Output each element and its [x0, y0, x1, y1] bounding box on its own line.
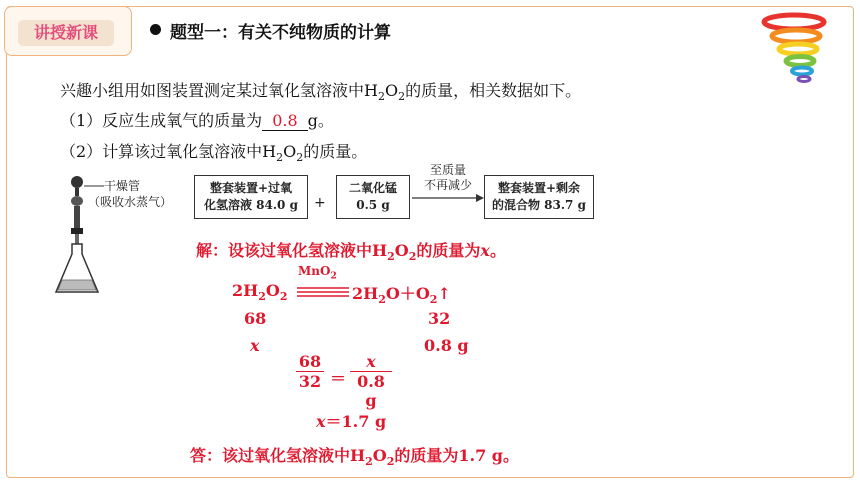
title-bullet-icon [150, 24, 161, 35]
box2-line2: 0.5 g [356, 198, 390, 212]
unknown-left: x [250, 336, 260, 355]
reaction-equals-sign [297, 286, 349, 298]
plus-sign: + [314, 195, 326, 211]
box3-line2: 的混合物 83.7 g [492, 198, 586, 212]
arrow-condition-2: 不再减少 [423, 178, 472, 192]
catalyst-label: MnO$_2$ [298, 264, 337, 282]
problem-intro: 兴趣小组用如图装置测定某过氧化氢溶液中$H_2O_2$的质量，相关数据如下。 [60, 81, 582, 104]
molar-mass-right: 32 [428, 309, 451, 328]
fraction-1 [296, 352, 324, 391]
section-title: 题型一：有关不纯物质的计算 [170, 23, 391, 43]
fraction-2-denominator: 0.8 g [357, 372, 385, 410]
answer-blank: 0.8 [262, 111, 307, 131]
drying-tube-label: 干燥管 [104, 179, 141, 193]
box1-line1: 整套装置+过氧 [209, 181, 293, 195]
final-mass-box [484, 175, 594, 219]
fraction-equals: ＝ [330, 369, 347, 388]
arrow-condition [412, 163, 484, 193]
equation-left: $2H_2O_2$ [232, 281, 288, 304]
section-badge [4, 6, 132, 56]
initial-mass-box [194, 175, 308, 219]
arrow-condition-1: 至质量 [429, 163, 466, 177]
box3-line1: 整套装置+剩余 [497, 181, 581, 195]
question-2: （2）计算该过氧化氢溶液中$H_2O_2$的质量。 [60, 142, 368, 165]
fraction-2-numerator: x [350, 352, 392, 372]
fraction-2 [350, 352, 392, 410]
fraction-1-numerator: 68 [296, 352, 324, 372]
question-1: （1）反应生成氧气的质量为 0.8 g。 [60, 111, 334, 130]
section-badge-label: 讲授新课 [18, 20, 114, 46]
box1-line2: 化氢溶液 84.0 g [204, 198, 298, 212]
arrow-right-icon [412, 193, 484, 203]
box2-line1: 二氧化锰 [348, 181, 397, 195]
drying-tube-note: （吸收水蒸气） [88, 195, 173, 209]
result-line: x＝1.7 g [316, 412, 387, 431]
label-pointer-line [84, 184, 104, 188]
known-right: 0.8 g [424, 336, 469, 355]
answer-line: 答：该过氧化氢溶液中$H_2O_2$的质量为1.7 g。 [190, 446, 519, 469]
molar-mass-left: 68 [244, 309, 267, 328]
equation-right: $2H_2O+O_2↑$ [352, 284, 451, 307]
solution-setup: 解：设该过氧化氢溶液中$H_2O_2$的质量为x。 [196, 241, 506, 264]
catalyst-box [336, 175, 410, 219]
fraction-1-denominator: 32 [298, 372, 322, 391]
spiral-decoration-icon [758, 8, 830, 88]
